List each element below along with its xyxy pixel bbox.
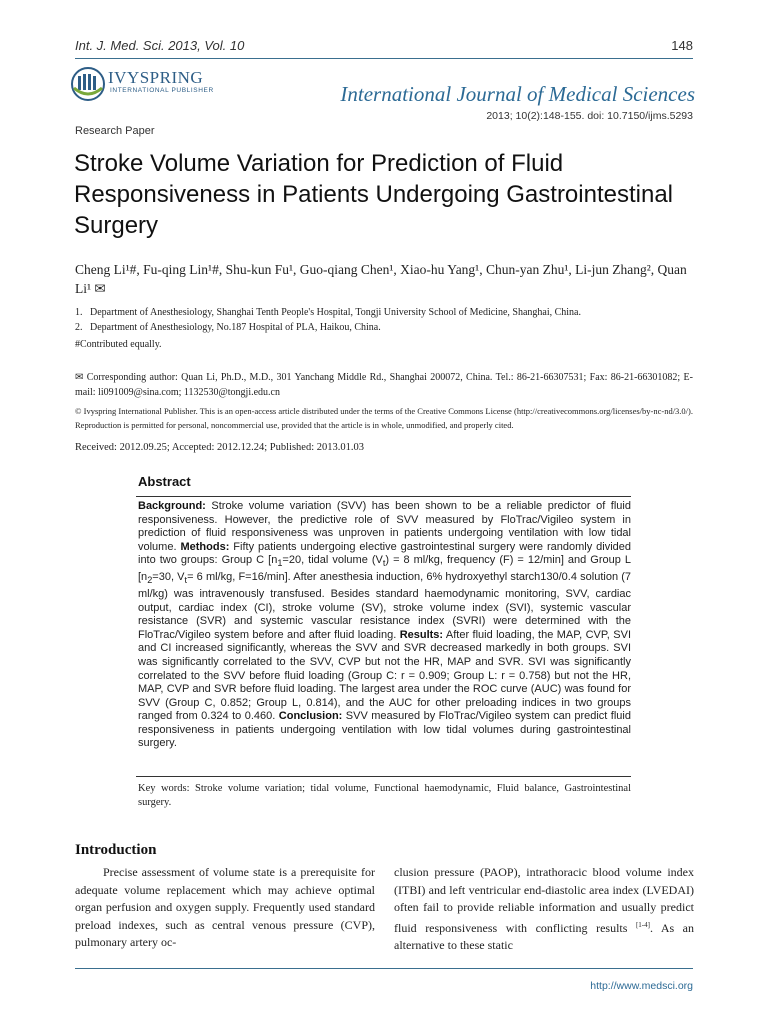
journal-title: International Journal of Medical Sciences: [340, 82, 695, 106]
methods-text: Fifty patients undergoing elective gastrointestinal surgery were randomly divided into two groups: Group C [n: [138, 540, 631, 567]
abstract-bottom-rule: [136, 776, 631, 777]
methods-text: =20, tidal volume (V: [282, 554, 383, 567]
abstract-heading: Abstract: [138, 474, 191, 489]
affiliation-number: 2.: [75, 322, 83, 333]
paper-type: Research Paper: [75, 125, 155, 137]
methods-text: ) = 8 ml/kg, frequency (F) = 12/min] and Group L [n: [138, 554, 632, 584]
intro-right-text: clusion pressure (PAOP), intrathoracic blood volume index (ITBI) and left ventricular end-diastolic area index (LVEDAI) often fail to provide reliable information and usually predict fluid responsiveness with conflicting results: [394, 865, 694, 935]
affiliation-list: [75, 305, 695, 335]
contributed-note: #Contributed equally.: [75, 339, 162, 350]
citation-reference[interactable]: [1-4]: [635, 920, 650, 929]
running-header-journal: Int. J. Med. Sci. 2013, Vol. 10: [75, 38, 245, 53]
abstract-top-rule: [136, 496, 631, 497]
methods-text: = 6 ml/kg, F=16/min]. After anesthesia induction, 6% hydroxyethyl starch130/0.4 solution (7 ml/kg) was intravenously transfused. Besides standard haemodynamic monitoring, SVV, cardiac output, cardiac index (CI), stroke volume (SV), stroke volume index (SVI), systemic vascular resistance (SVR) and systemic vascular resistance index (SVRI) were determined with the FloTrac/Vigileo system before and after fluid loading.: [138, 571, 632, 641]
keywords: Key words: Stroke volume variation; tidal volume, Functional haemodynamic, Fluid balance, Gastrointestinal surgery.: [138, 783, 631, 808]
introduction-left-column: Precise assessment of volume state is a prerequisite for adequate volume replacement which may achieve optimal organ perfusion and oxygen supply. Frequently used standard preload indexes, such as central venous pressure (CVP), pulmonary artery oc-: [75, 865, 375, 950]
subscript: 2: [147, 575, 153, 586]
corresponding-author: ✉ Corresponding author: Quan Li, Ph.D., M.D., 301 Yanchang Middle Rd., Shanghai 200072, China. Tel.: 86-21-66307531; Fax: 86-21-66301082; E-mail: li091009@sina.com; 1132530@tongji.edu.cn: [75, 372, 693, 398]
subscript: t: [382, 558, 386, 569]
results-text: After fluid loading, the MAP, CVP, SVI and CI increased significantly, whereas the SVV and SVR decreased markedly in both groups. SVI was significantly correlated to the SVV, CVP but not the HR, MAP and SVR. SVI was significantly correlated to the SVV before fluid loading (Group C: r = 0.909; Group L: r = 0.758) but not the HR, MAP, CVP and SVR before fluid loading. The largest area under the ROC curve (AUC) was found for SVV (Group C, 0.852; Group L, 0.814), and the AUC for other preloading indices in two groups ranged from 0.324 to 0.460.: [138, 628, 631, 723]
affiliation-number: 1.: [75, 307, 83, 318]
conclusion-label: Conclusion:: [278, 710, 343, 723]
intro-right-tail: . As an alternative to these static: [394, 920, 695, 953]
background-label: Background:: [138, 500, 206, 512]
results-label: Results:: [399, 628, 444, 641]
license-notice: © Ivyspring International Publisher. This is an open-access article distributed under the terms of the Creative Commons License (http://creativecommons.org/licenses/by-nc-nd/3.0/). Reproduction is permitted for personal, noncommercial use, provided that the article is in whole, unmodified, and properly cited.: [75, 406, 693, 430]
article-title: Stroke Volume Variation for Prediction of Fluid Responsiveness in Patients Undergoing Gastrointestinal Surgery: [74, 150, 674, 239]
subscript: 1: [277, 558, 283, 569]
subscript: t: [184, 575, 188, 586]
publication-dates: Received: 2012.09.25; Accepted: 2012.12.24; Published: 2013.01.03: [75, 442, 365, 453]
affiliation-text: Department of Anesthesiology, Shanghai Tenth People's Hospital, Tongji University School of Medicine, Shanghai, China.: [90, 307, 581, 318]
conclusion-text: SVV measured by FloTrac/Vigileo system can predict fluid responsiveness in patients undergoing ventilation with low tidal volumes during gastrointestinal surgery.: [138, 710, 631, 750]
introduction-heading: Introduction: [75, 842, 157, 858]
background-text: Stroke volume variation (SVV) has been shown to be a reliable predictor of fluid responsiveness. However, the predictive role of SVV measured by FloTrac/Vigileo system in prediction of fluid responsiveness was unproven in patients undergoing ventilation with low tidal volume.: [138, 500, 631, 553]
ivyspring-emblem-icon: [70, 66, 106, 102]
author-list: Cheng Li¹#, Fu-qing Lin¹#, Shu-kun Fu¹, Guo-qiang Chen¹, Xiao-hu Yang¹, Chun-yan Zhu¹, Li-jun Zhang², Quan Li¹ ✉: [75, 262, 687, 296]
header-rule: [75, 58, 693, 59]
abstract-body: [138, 500, 631, 751]
footer-rule: [75, 968, 693, 969]
introduction-right-column: [394, 864, 694, 955]
affiliation-item: [75, 320, 695, 335]
methods-text: =30, V: [152, 571, 185, 584]
methods-label: Methods:: [180, 540, 230, 553]
affiliation-text: Department of Anesthesiology, No.187 Hospital of PLA, Haikou, China.: [90, 322, 381, 333]
page-number: 148: [671, 38, 693, 53]
publisher-subtitle: INTERNATIONAL PUBLISHER: [110, 87, 214, 94]
affiliation-item: [75, 305, 695, 320]
citation-doi: 2013; 10(2):148-155. doi: 10.7150/ijms.5293: [486, 110, 693, 122]
ivyspring-logo: [70, 66, 220, 106]
footer-url-link[interactable]: http://www.medsci.org: [590, 980, 693, 992]
publisher-name: IVYSPRING: [108, 68, 204, 87]
